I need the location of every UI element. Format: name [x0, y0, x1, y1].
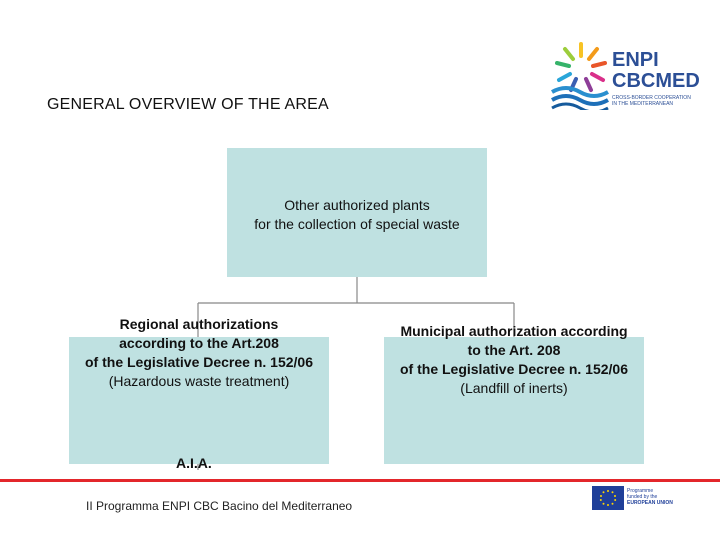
left-box-line1: Regional authorizations — [119, 316, 279, 332]
aia-label: A.I.A. — [176, 455, 212, 471]
page-title: GENERAL OVERVIEW OF THE AREA — [47, 96, 329, 113]
logo-line-cbcmed: CBCMED — [612, 70, 700, 92]
left-box-line3: of the Legislative Decree n. 152/06 — [85, 354, 313, 370]
eu-badge-line1: Programme — [627, 488, 654, 494]
eu-badge-line3: EUROPEAN UNION — [627, 500, 673, 506]
right-box-line4: (Landfill of inerts) — [460, 380, 568, 396]
eu-badge-line2: funded by the — [627, 494, 658, 500]
logo-subtitle-line1: CROSS-BORDER COOPERATION — [612, 95, 691, 101]
eu-badge-text — [627, 488, 673, 506]
footer-divider — [0, 479, 720, 482]
eu-funding-badge — [592, 486, 684, 512]
left-box-line4: (Hazardous waste treatment) — [108, 373, 290, 389]
right-box-line2: to the Art. 208 — [467, 342, 561, 358]
left-box-text — [69, 315, 329, 391]
right-box-line1: Municipal authorization according — [400, 323, 628, 339]
right-box-text — [384, 322, 644, 398]
eu-flag-icon — [592, 486, 624, 510]
eu-stars-icon — [592, 486, 624, 510]
right-box-line3: of the Legislative Decree n. 152/06 — [400, 361, 628, 377]
logo-subtitle-line2: IN THE MEDITERRANEAN — [612, 101, 674, 107]
footer-programme-text: II Programma ENPI CBC Bacino del Mediterraneo — [86, 499, 353, 513]
top-box-line1: Other authorized plants — [284, 197, 430, 213]
top-box-line2: for the collection of special waste — [254, 216, 460, 232]
left-box-line2: according to the Art.208 — [119, 335, 279, 351]
top-box-text — [227, 196, 487, 234]
logo-line-enpi: ENPI — [612, 49, 659, 71]
